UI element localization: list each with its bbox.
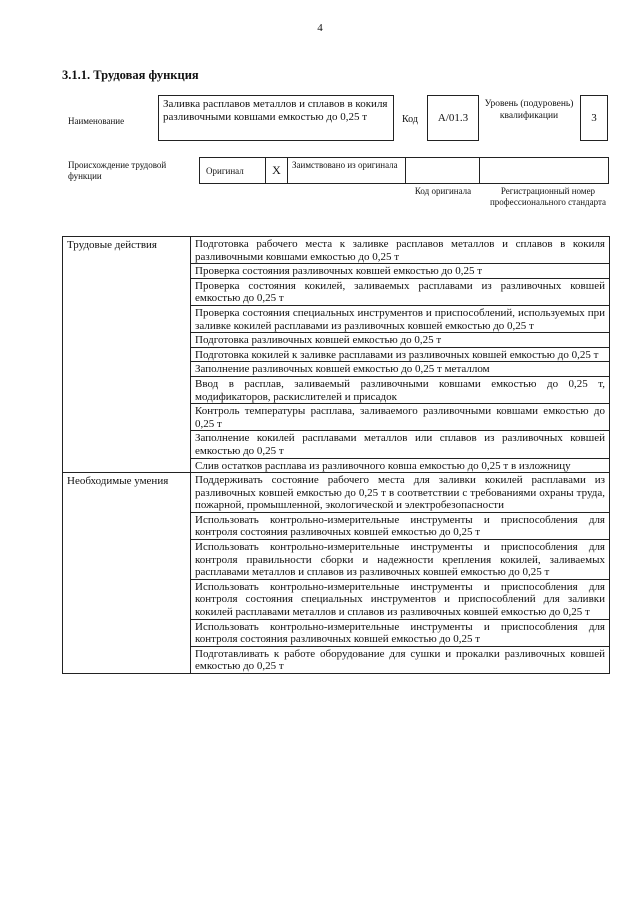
table-cell-item: Проверка состояния специальных инструментов и приспособлений, используемых при заливке кокилей расплавами из разливочных ковшей емкостью до 0,25 т [191, 305, 610, 332]
origin-borrowed-cell: Заимствовано из оригинала [288, 158, 406, 183]
origin-original-cell: Оригинал [200, 158, 266, 183]
section-heading: Трудовые действия [63, 237, 191, 473]
section-title: 3.1.1. Трудовая функция [62, 68, 199, 82]
qualification-level-label: Уровень (подуровень) квалификации [484, 99, 574, 121]
origin-code-cell [406, 158, 480, 183]
qualification-level-box: 3 [580, 95, 608, 141]
code-original-caption: Код оригинала [414, 186, 472, 196]
reg-number-caption: Регистрационный номер профессионального стандарта [489, 186, 607, 207]
table-cell-item: Подготовка рабочего места к заливке расплавов металлов и сплавов в кокиля разливочными ковшами емкостью до 0,25 т [191, 237, 610, 264]
table-cell-item: Контроль температуры расплава, заливаемого разливочными ковшами емкостью до 0,25 т [191, 404, 610, 431]
code-label: Код [402, 114, 418, 125]
table-cell-item: Поддерживать состояние рабочего места для заливки кокилей расплавами из разливочных ковшей емкостью до 0,25 т в соответствии с требованиями охраны труда, пожарной, промышленной, экологической и электробезопасности [191, 473, 610, 513]
table-cell-item: Проверка состояния разливочных ковшей емкостью до 0,25 т [191, 264, 610, 279]
origin-reg-number-cell [480, 158, 608, 183]
origin-label: Происхождение трудовой функции [68, 160, 167, 181]
function-name-box: Заливка расплавов металлов и сплавов в кокиля разливочными ковшами емкостью до 0,25 т [158, 95, 394, 141]
table-cell-item: Проверка состояния кокилей, заливаемых расплавами из разливочных ковшей емкостью до 0,25 т [191, 278, 610, 305]
origin-row [199, 157, 609, 184]
table-cell-item: Подготовка разливочных ковшей емкостью до 0,25 т [191, 333, 610, 348]
table-cell-item: Использовать контрольно-измерительные инструменты и приспособления для контроля состояния разливочных ковшей емкостью до 0,25 т [191, 512, 610, 539]
table-cell-item: Заполнение кокилей расплавами металлов или сплавов из разливочных ковшей емкостью до 0,25 т [191, 431, 610, 458]
origin-mark-cell: X [266, 158, 288, 183]
table-cell-item: Использовать контрольно-измерительные инструменты и приспособления для контроля состояния специальных инструментов и приспособлений для заливки кокилей расплавами металлов и сплавов из разливочных ковшей емкостью до 0,25 т [191, 579, 610, 619]
function-details-table [62, 236, 610, 674]
function-code-box: A/01.3 [427, 95, 479, 141]
page-number: 4 [317, 22, 323, 34]
table-cell-item: Слив остатков расплава из разливочного ковша емкостью до 0,25 т в изложницу [191, 458, 610, 473]
table-cell-item: Ввод в расплав, заливаемый разливочными ковшами емкостью до 0,25 т, модификаторов, раскислителей и присадок [191, 376, 610, 403]
table-cell-item: Подготавливать к работе оборудование для сушки и прокалки разливочных ковшей емкостью до 0,25 т [191, 646, 610, 673]
table-cell-item: Заполнение разливочных ковшей емкостью до 0,25 т металлом [191, 362, 610, 377]
section-heading: Необходимые умения [63, 473, 191, 674]
table-row [63, 237, 610, 264]
name-label: Наименование [68, 116, 125, 126]
table-row [63, 473, 610, 513]
table-cell-item: Использовать контрольно-измерительные инструменты и приспособления для контроля состояния разливочных ковшей емкостью до 0,25 т [191, 619, 610, 646]
table-cell-item: Подготовка кокилей к заливке расплавами из разливочных ковшей емкостью до 0,25 т [191, 347, 610, 362]
table-cell-item: Использовать контрольно-измерительные инструменты и приспособления для контроля правильности сборки и надежности крепления кокилей, заливаемых расплавами металлов и сплавов из разливочных ковшей емкостью до 0,25 т [191, 540, 610, 580]
